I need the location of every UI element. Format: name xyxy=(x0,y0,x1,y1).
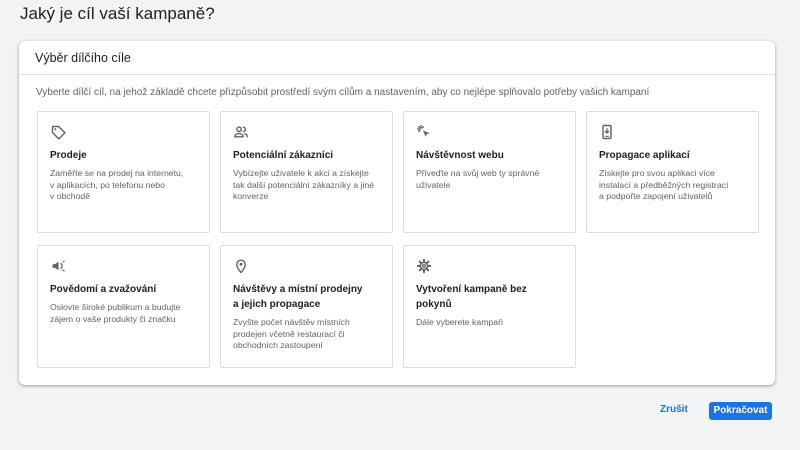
card-description: Zaměřte se na prodej na internetu, v aplikacích, po telefonu nebo v obchodě xyxy=(50,168,184,201)
card-website-traffic[interactable] xyxy=(403,111,576,233)
card-title: Potenciální zákazníci xyxy=(233,150,334,161)
click-icon xyxy=(416,124,432,140)
card-title: Návštěvy a místní prodejny a jejich propagace xyxy=(233,284,363,310)
card-local-store-visits[interactable] xyxy=(220,245,393,368)
card-leads[interactable] xyxy=(220,111,393,233)
panel-description: Vyberte dílčí cíl, na jehož základě chcete přizpůsobit prostředí svým cílům a nastavením, aby co nejlépe splňovalo potřeby vašich kampaní xyxy=(36,87,650,98)
card-description: Přiveďte na svůj web ty správné uživatele xyxy=(416,168,540,190)
panel-header: Výběr dílčího cíle xyxy=(19,41,775,75)
tag-icon xyxy=(50,124,66,140)
card-title: Povědomí a zvažování xyxy=(50,284,157,295)
card-no-guidance[interactable] xyxy=(403,245,576,368)
card-title: Prodeje xyxy=(50,150,87,161)
card-description: Získejte pro svou aplikaci více instalací a předběžných registrací a podpořte zapojení uživatelů xyxy=(599,168,729,201)
megaphone-icon xyxy=(50,258,66,274)
page-title: Jaký je cíl vaší kampaně? xyxy=(20,4,215,23)
card-title: Vytvoření kampaně bez pokynů xyxy=(416,284,527,310)
gear-icon xyxy=(416,258,432,274)
people-icon xyxy=(233,124,249,140)
card-awareness[interactable] xyxy=(37,245,210,368)
cancel-button[interactable]: Zrušit xyxy=(660,404,688,415)
card-description: Zvyšte počet návštěv místních prodejen včetně restaurací či obchodních zastoupení xyxy=(233,317,350,350)
card-description: Oslovte široké publikum a budujte zájem o vaše produkty či značku xyxy=(50,302,181,324)
card-title: Propagace aplikací xyxy=(599,150,690,161)
card-app-promotion[interactable] xyxy=(586,111,759,233)
card-sales[interactable] xyxy=(37,111,210,233)
card-description: Vybízejte uživatele k akci a získejte tak další potenciální zákazníky a jiné konverze xyxy=(233,168,375,201)
phone-icon xyxy=(599,124,615,140)
subgoal-panel xyxy=(19,41,775,385)
card-title: Návštěvnost webu xyxy=(416,150,504,161)
continue-button[interactable]: Pokračovat xyxy=(709,402,772,420)
card-description: Dále vyberete kampaň xyxy=(416,317,503,327)
location-pin-icon xyxy=(233,258,249,274)
